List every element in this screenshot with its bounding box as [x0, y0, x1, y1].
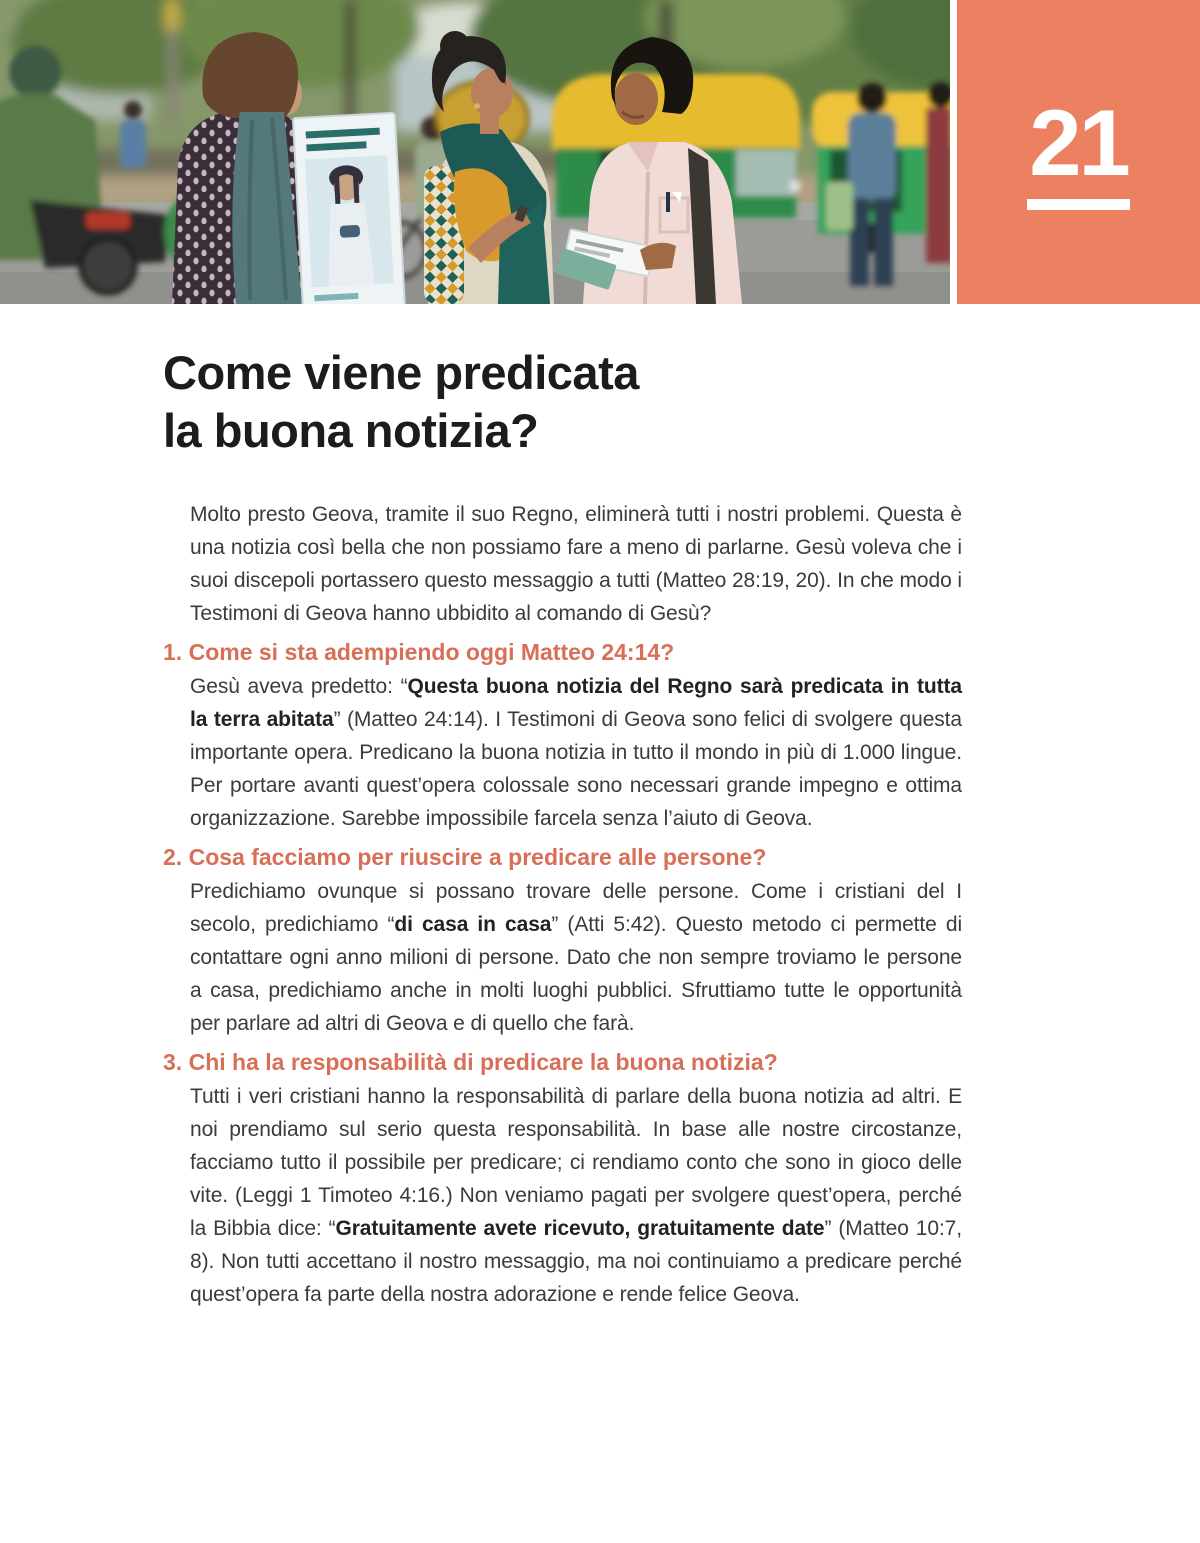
partial-figure-right — [926, 82, 950, 263]
answer-1-text-cont: ” (Matteo 24:14). I Testimoni di Geova sono felici di svolgere questa importante opera. Predicano la buona notizia in tutto il mondo in più di 1.000 lingue. Per portare avanti quest’opera colossale sono necessari grande impegno e ottima organizzazione. Sarebbe impossibile farcela senza l’aiuto di Geova. — [190, 708, 962, 830]
question-3-number: 3. — [163, 1049, 183, 1075]
answer-paragraph-3 — [190, 1080, 962, 1311]
answer-3-scripture-quote: Gratuitamente avete ricevuto, gratuitamente date — [335, 1217, 825, 1240]
answer-1-text: Gesù aveva predetto: “ — [190, 675, 408, 698]
answer-paragraph-1 — [190, 670, 962, 835]
answer-2-text: Predichiamo ovunque si possano trovare delle persone. Come i cristiani del I secolo, predichiamo “ — [190, 880, 962, 936]
article — [163, 344, 963, 1311]
question-1-number: 1. — [163, 639, 183, 665]
lesson-number-underline — [1027, 199, 1130, 210]
intro-paragraph: Molto presto Geova, tramite il suo Regno, eliminerà tutti i nostri problemi. Questa è una notizia così bella che non possiamo fare a meno di parlarne. Gesù voleva che i suoi discepoli portassero questo messaggio a tutti (Matteo 28:19, 20). In che modo i Testimoni di Geova hanno ubbidito al comando di Gesù? — [190, 503, 962, 625]
display-poster — [293, 113, 405, 304]
lesson-number-badge — [957, 0, 1200, 304]
question-3-heading — [163, 1047, 963, 1077]
page-title-line1: Come viene predicata — [163, 346, 639, 399]
answer-2-text-cont: ” (Atti 5:42). Questo metodo ci permette di contattare ogni anno milioni di persone. Dato che non sempre troviamo le persone a casa, predichiamo anche in molti luoghi pubblici. Sfruttiamo tutte le opportunità per parlare ad altri di Geova e di quello che farà. — [190, 913, 963, 1035]
answer-3-text-cont: ” (Matteo 10:7, 8). Non tutti accettano il nostro messaggio, ma noi continuiamo a predicare perché quest’opera fa parte della nostra adorazione e rende felice Geova. — [190, 1217, 962, 1306]
lesson-number: 21 — [1029, 90, 1128, 195]
question-2-heading — [163, 842, 963, 872]
question-2-number: 2. — [163, 844, 183, 870]
answer-3-text: Tutti i veri cristiani hanno la responsabilità di parlare della buona notizia ad altri. E noi prendiamo sul serio questa responsabilità. In base alle nostre circostanze, facciamo tutto il possibile per predicare; ci rendiamo conto che sono in gioco delle vite. (Leggi 1 Timoteo 4:16.) Non veniamo pagati per svolgere quest’opera, perché la Bibbia dice: “ — [190, 1085, 962, 1240]
page-title-line2: la buona notizia? — [163, 404, 539, 457]
lesson-photo — [0, 0, 950, 304]
answer-paragraph-2 — [190, 875, 962, 1040]
street-scene-illustration — [0, 0, 950, 304]
question-2-label: Cosa facciamo per riuscire a predicare alle persone? — [188, 844, 767, 870]
question-1-label: Come si sta adempiendo oggi Matteo 24:14? — [188, 639, 675, 665]
question-3-label: Chi ha la responsabilità di predicare la buona notizia? — [188, 1049, 778, 1075]
question-1-heading — [163, 637, 963, 667]
answer-2-scripture-quote: di casa in casa — [394, 913, 552, 936]
answer-1-scripture-quote: Questa buona notizia del Regno sarà predicata in tutta la terra abitata — [190, 675, 962, 731]
page-title — [163, 344, 963, 460]
